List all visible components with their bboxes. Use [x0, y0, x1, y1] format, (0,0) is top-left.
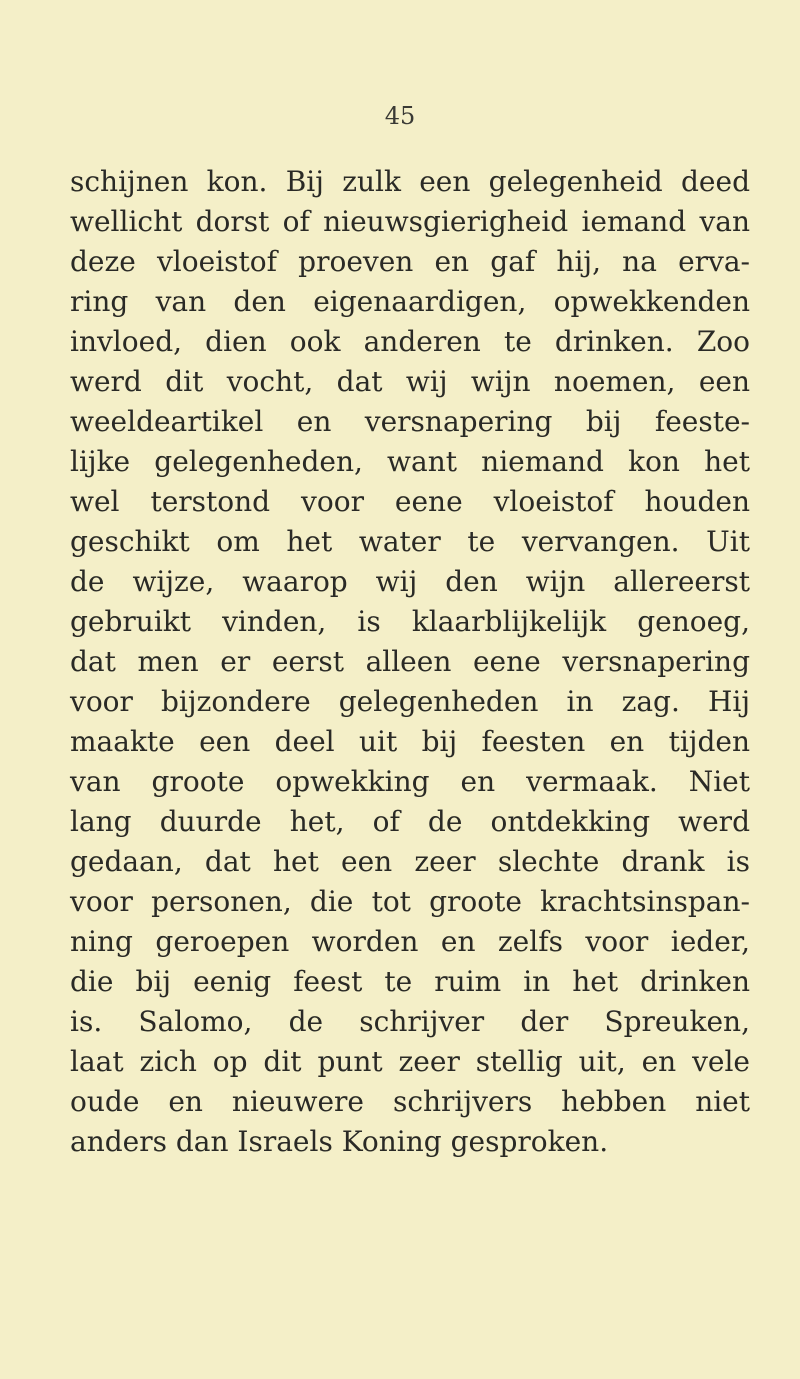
text-line: maakte een deel uit bij feesten en tijden	[70, 725, 750, 758]
text-line: oude en nieuwere schrijvers hebben niet	[70, 1085, 750, 1118]
text-line: laat zich op dit punt zeer stellig uit, en vele	[70, 1045, 750, 1078]
text-line: invloed, dien ook anderen te drinken. Zoo	[70, 325, 750, 358]
body-text	[70, 162, 750, 1162]
text-line: gebruikt vinden, is klaarblijkelijk genoeg,	[70, 605, 750, 638]
text-line: is. Salomo, de schrijver der Spreuken,	[70, 1005, 750, 1038]
text-line: wellicht dorst of nieuwsgierigheid iemand van	[70, 205, 750, 238]
page-number: 45	[384, 102, 416, 130]
text-line: lang duurde het, of de ontdekking werd	[70, 805, 750, 838]
text-line: ring van den eigenaardigen, opwekkenden	[70, 285, 750, 318]
text-line: lijke gelegenheden, want niemand kon het	[70, 445, 750, 478]
text-line: die bij eenig feest te ruim in het drinken	[70, 965, 750, 998]
text-line: werd dit vocht, dat wij wijn noemen, een	[70, 365, 750, 398]
text-line: geschikt om het water te vervangen. Uit	[70, 525, 750, 558]
text-line: ning geroepen worden en zelfs voor ieder,	[70, 925, 750, 958]
text-line: anders dan Israels Koning gesproken.	[70, 1125, 609, 1158]
text-line: gedaan, dat het een zeer slechte drank is	[70, 845, 750, 878]
text-line: weeldeartikel en versnapering bij feeste-	[70, 405, 750, 438]
text-line: wel terstond voor eene vloeistof houden	[70, 485, 750, 518]
text-line: schijnen kon. Bij zulk een gelegenheid deed	[70, 165, 750, 198]
text-line: de wijze, waarop wij den wijn allereerst	[70, 565, 750, 598]
text-line: van groote opwekking en vermaak. Niet	[70, 765, 750, 798]
text-line: voor personen, die tot groote krachtsinspan-	[70, 885, 750, 918]
text-line: deze vloeistof proeven en gaf hij, na erva-	[70, 245, 750, 278]
text-line: dat men er eerst alleen eene versnapering	[70, 645, 750, 678]
text-line: voor bijzondere gelegenheden in zag. Hij	[70, 685, 750, 718]
